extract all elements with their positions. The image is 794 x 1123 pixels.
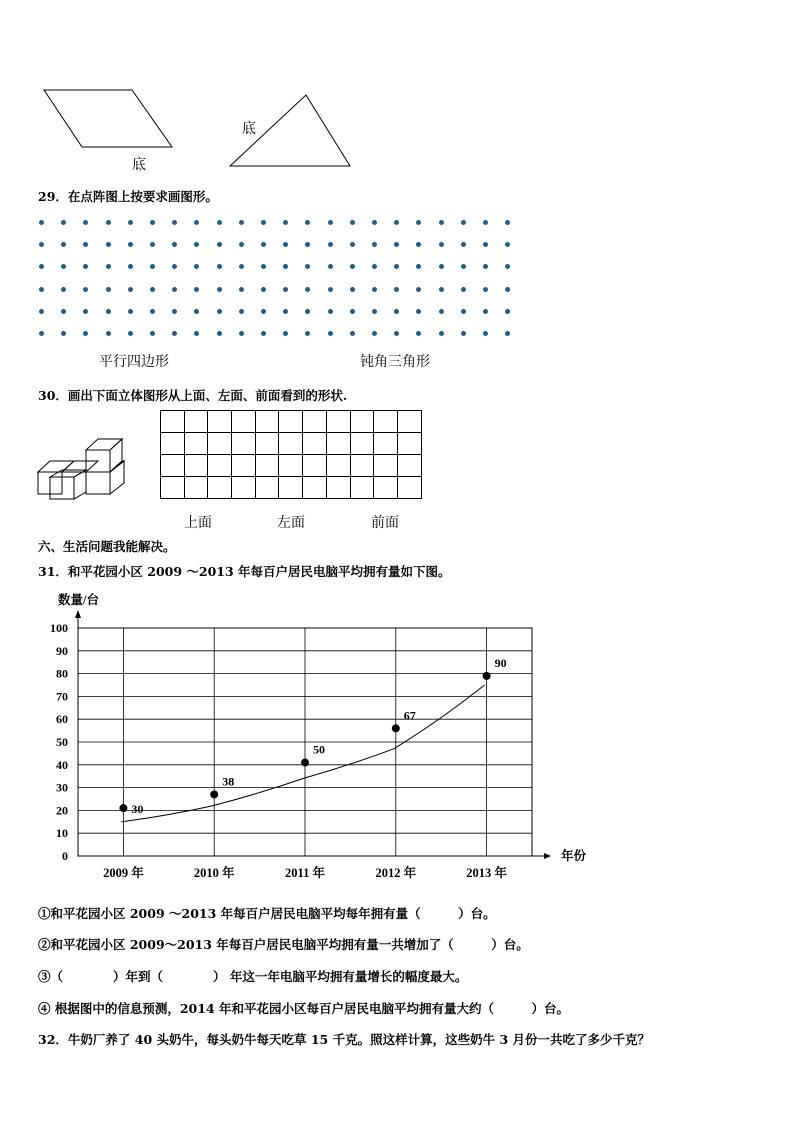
grid-dot[interactable] bbox=[305, 242, 310, 247]
grid-cell[interactable] bbox=[374, 411, 398, 433]
triangle-base-label: 底 bbox=[242, 121, 256, 137]
grid-dot[interactable] bbox=[283, 242, 288, 247]
grid-dot[interactable] bbox=[439, 264, 444, 269]
question-31-sub-3: ③（ ）年到（ ） 年这一年电脑平均拥有量增长的幅度最大。 bbox=[38, 969, 468, 984]
grid-dot[interactable] bbox=[372, 220, 377, 225]
grid-cell[interactable] bbox=[279, 455, 303, 477]
grid-cell[interactable] bbox=[255, 433, 279, 455]
cube-face bbox=[86, 472, 110, 494]
y-tick-label: 90 bbox=[56, 643, 68, 658]
grid-cell[interactable] bbox=[279, 433, 303, 455]
grid-cell[interactable] bbox=[161, 477, 185, 499]
grid-cell[interactable] bbox=[303, 411, 327, 433]
grid-dot[interactable] bbox=[239, 220, 244, 225]
y-tick-label: 50 bbox=[56, 735, 68, 749]
grid-dot[interactable] bbox=[106, 331, 111, 336]
grid-cell[interactable] bbox=[161, 411, 185, 433]
x-tick-label: 2009 年 bbox=[103, 866, 144, 880]
grid-dot[interactable] bbox=[83, 264, 88, 269]
data-label: 90 bbox=[494, 655, 507, 670]
grid-dot[interactable] bbox=[372, 264, 377, 269]
grid-dot[interactable] bbox=[39, 287, 44, 292]
data-point bbox=[119, 804, 127, 812]
grid-cell[interactable] bbox=[350, 477, 374, 499]
grid-dot[interactable] bbox=[83, 331, 88, 336]
y-tick-label: 10 bbox=[56, 826, 68, 841]
grid-dot[interactable] bbox=[283, 220, 288, 225]
grid-dot[interactable] bbox=[106, 264, 111, 269]
grid-dot[interactable] bbox=[461, 331, 466, 336]
grid-dot[interactable] bbox=[83, 309, 88, 314]
grid-dot[interactable] bbox=[505, 331, 510, 336]
view-label-top: 上面 bbox=[184, 515, 212, 531]
y-axis-title: 数量/台 bbox=[58, 593, 99, 607]
y-tick-label: 20 bbox=[56, 803, 68, 818]
grid-dot[interactable] bbox=[416, 287, 421, 292]
data-label: 67 bbox=[403, 708, 416, 723]
grid-dot[interactable] bbox=[172, 220, 177, 225]
grid-dot[interactable] bbox=[39, 331, 44, 336]
grid-dot[interactable] bbox=[350, 242, 355, 247]
cube-stack-figure bbox=[36, 430, 130, 500]
grid-dot[interactable] bbox=[394, 220, 399, 225]
grid-dot[interactable] bbox=[106, 220, 111, 225]
grid-dot[interactable] bbox=[61, 331, 66, 336]
grid-dot[interactable] bbox=[217, 331, 222, 336]
grid-cell[interactable] bbox=[279, 411, 303, 433]
x-tick-label: 2011 年 bbox=[285, 866, 325, 880]
grid-dot[interactable] bbox=[217, 264, 222, 269]
grid-dot[interactable] bbox=[217, 220, 222, 225]
grid-dot[interactable] bbox=[439, 220, 444, 225]
grid-cell[interactable] bbox=[279, 477, 303, 499]
grid-dot[interactable] bbox=[283, 264, 288, 269]
grid-dot[interactable] bbox=[350, 220, 355, 225]
cube-face bbox=[74, 470, 86, 499]
question-31-sub-4: ④ 根据图中的信息预测，2014 年和平花园小区每百户居民电脑平均拥有量大约（ ）台。 bbox=[38, 1001, 569, 1016]
grid-cell[interactable] bbox=[184, 477, 208, 499]
grid-dot[interactable] bbox=[150, 264, 155, 269]
grid-dot[interactable] bbox=[39, 264, 44, 269]
data-point bbox=[483, 672, 491, 680]
grid-dot[interactable] bbox=[483, 242, 488, 247]
grid-cell[interactable] bbox=[184, 455, 208, 477]
grid-dot[interactable] bbox=[328, 264, 333, 269]
grid-cell[interactable] bbox=[350, 411, 374, 433]
grid-dot[interactable] bbox=[461, 242, 466, 247]
grid-dot[interactable] bbox=[372, 287, 377, 292]
grid-dot[interactable] bbox=[283, 331, 288, 336]
data-label: 50 bbox=[313, 742, 325, 757]
view-label-left: 左面 bbox=[277, 515, 305, 531]
data-point bbox=[392, 724, 400, 732]
question-29-prompt: 29．在点阵图上按要求画图形。 bbox=[38, 189, 218, 204]
grid-dot[interactable] bbox=[61, 309, 66, 314]
grid-dot[interactable] bbox=[505, 220, 510, 225]
grid-dot[interactable] bbox=[194, 242, 199, 247]
grid-dot[interactable] bbox=[394, 309, 399, 314]
data-point bbox=[301, 759, 309, 767]
grid-cell[interactable] bbox=[326, 477, 350, 499]
grid-dot[interactable] bbox=[106, 287, 111, 292]
grid-dot[interactable] bbox=[128, 264, 133, 269]
view-label-front: 前面 bbox=[371, 515, 399, 531]
grid-dot[interactable] bbox=[305, 264, 310, 269]
grid-cell[interactable] bbox=[326, 411, 350, 433]
grid-dot[interactable] bbox=[461, 287, 466, 292]
grid-cell[interactable] bbox=[161, 455, 185, 477]
x-tick-label: 2013 年 bbox=[466, 866, 507, 880]
grid-dot[interactable] bbox=[416, 242, 421, 247]
grid-dot[interactable] bbox=[328, 309, 333, 314]
grid-cell[interactable] bbox=[326, 433, 350, 455]
grid-dot[interactable] bbox=[416, 309, 421, 314]
parallelogram-label: 平行四边形 bbox=[99, 354, 169, 370]
grid-cell[interactable] bbox=[255, 477, 279, 499]
grid-dot[interactable] bbox=[194, 309, 199, 314]
section-6-title: 六、生活问题我能解决。 bbox=[38, 539, 176, 554]
grid-cell[interactable] bbox=[397, 455, 421, 477]
grid-dot[interactable] bbox=[483, 309, 488, 314]
grid-cell[interactable] bbox=[208, 433, 232, 455]
grid-dot[interactable] bbox=[350, 309, 355, 314]
grid-cell[interactable] bbox=[326, 455, 350, 477]
grid-cell[interactable] bbox=[184, 411, 208, 433]
grid-dot[interactable] bbox=[239, 309, 244, 314]
grid-dot[interactable] bbox=[150, 242, 155, 247]
grid-dot[interactable] bbox=[483, 287, 488, 292]
grid-cell[interactable] bbox=[208, 477, 232, 499]
grid-dot[interactable] bbox=[239, 287, 244, 292]
grid-dot[interactable] bbox=[372, 309, 377, 314]
grid-dot[interactable] bbox=[239, 242, 244, 247]
grid-cell[interactable] bbox=[350, 433, 374, 455]
grid-dot[interactable] bbox=[416, 220, 421, 225]
grid-dot[interactable] bbox=[439, 331, 444, 336]
grid-dot[interactable] bbox=[150, 287, 155, 292]
x-tick-label: 2012 年 bbox=[375, 866, 417, 880]
grid-cell[interactable] bbox=[232, 433, 256, 455]
grid-dot[interactable] bbox=[261, 331, 266, 336]
y-tick-label: 30 bbox=[56, 780, 68, 795]
grid-dot[interactable] bbox=[106, 309, 111, 314]
grid-dot[interactable] bbox=[61, 220, 66, 225]
grid-dot[interactable] bbox=[172, 309, 177, 314]
y-tick-label: 40 bbox=[56, 757, 68, 772]
y-axis-arrow bbox=[75, 610, 81, 618]
grid-dot[interactable] bbox=[172, 331, 177, 336]
grid-dot[interactable] bbox=[305, 331, 310, 336]
grid-cell[interactable] bbox=[397, 477, 421, 499]
y-tick-label: 80 bbox=[56, 666, 68, 681]
grid-dot[interactable] bbox=[328, 287, 333, 292]
grid-dot[interactable] bbox=[239, 331, 244, 336]
grid-dot[interactable] bbox=[261, 264, 266, 269]
obtuse-triangle-label: 钝角三角形 bbox=[360, 354, 430, 370]
grid-dot[interactable] bbox=[283, 287, 288, 292]
grid-dot[interactable] bbox=[483, 331, 488, 336]
grid-dot[interactable] bbox=[394, 331, 399, 336]
grid-dot[interactable] bbox=[505, 287, 510, 292]
grid-cell[interactable] bbox=[184, 433, 208, 455]
grid-dot[interactable] bbox=[239, 264, 244, 269]
grid-dot[interactable] bbox=[261, 220, 266, 225]
grid-dot[interactable] bbox=[439, 242, 444, 247]
grid-dot[interactable] bbox=[505, 264, 510, 269]
grid-dot[interactable] bbox=[394, 264, 399, 269]
grid-dot[interactable] bbox=[150, 309, 155, 314]
x-axis-title: 年份 bbox=[561, 849, 587, 863]
grid-dot[interactable] bbox=[194, 331, 199, 336]
grid-dot[interactable] bbox=[394, 287, 399, 292]
grid-dot[interactable] bbox=[150, 220, 155, 225]
grid-dot[interactable] bbox=[128, 220, 133, 225]
trend-line bbox=[121, 685, 484, 822]
grid-cell[interactable] bbox=[208, 455, 232, 477]
line-chart bbox=[0, 585, 620, 890]
drawing-grid[interactable] bbox=[160, 410, 422, 499]
grid-dot[interactable] bbox=[461, 220, 466, 225]
grid-cell[interactable] bbox=[232, 455, 256, 477]
grid-dot[interactable] bbox=[39, 309, 44, 314]
grid-dot[interactable] bbox=[217, 287, 222, 292]
grid-cell[interactable] bbox=[255, 411, 279, 433]
grid-dot[interactable] bbox=[83, 287, 88, 292]
question-31-sub-2: ②和平花园小区 2009～2013 年每百户居民电脑平均拥有量一共增加了（ ）台。 bbox=[38, 937, 529, 952]
grid-dot[interactable] bbox=[439, 287, 444, 292]
grid-dot[interactable] bbox=[416, 264, 421, 269]
grid-cell[interactable] bbox=[374, 433, 398, 455]
grid-dot[interactable] bbox=[128, 287, 133, 292]
y-tick-label: 60 bbox=[56, 712, 68, 727]
grid-dot[interactable] bbox=[483, 264, 488, 269]
grid-dot[interactable] bbox=[350, 331, 355, 336]
grid-dot[interactable] bbox=[461, 264, 466, 269]
grid-dot[interactable] bbox=[416, 331, 421, 336]
data-point bbox=[210, 790, 218, 798]
parallelogram-base-label: 底 bbox=[132, 157, 146, 173]
grid-cell[interactable] bbox=[232, 411, 256, 433]
grid-dot[interactable] bbox=[439, 309, 444, 314]
grid-dot[interactable] bbox=[217, 242, 222, 247]
grid-dot[interactable] bbox=[39, 220, 44, 225]
grid-dot[interactable] bbox=[172, 242, 177, 247]
grid-dot[interactable] bbox=[372, 242, 377, 247]
x-axis-arrow bbox=[544, 853, 551, 859]
grid-dot[interactable] bbox=[61, 264, 66, 269]
grid-dot[interactable] bbox=[61, 287, 66, 292]
grid-dot[interactable] bbox=[172, 264, 177, 269]
grid-dot[interactable] bbox=[128, 242, 133, 247]
grid-dot[interactable] bbox=[394, 242, 399, 247]
grid-cell[interactable] bbox=[208, 411, 232, 433]
grid-cell[interactable] bbox=[397, 433, 421, 455]
grid-dot[interactable] bbox=[261, 309, 266, 314]
grid-dot[interactable] bbox=[350, 287, 355, 292]
grid-cell[interactable] bbox=[232, 477, 256, 499]
grid-dot[interactable] bbox=[283, 309, 288, 314]
grid-dot[interactable] bbox=[172, 287, 177, 292]
grid-dot[interactable] bbox=[505, 242, 510, 247]
grid-dot[interactable] bbox=[305, 220, 310, 225]
grid-dot[interactable] bbox=[83, 220, 88, 225]
grid-dot[interactable] bbox=[328, 220, 333, 225]
question-31-prompt: 31．和平花园小区 2009 ～2013 年每百户居民电脑平均拥有量如下图。 bbox=[38, 564, 451, 579]
grid-dot[interactable] bbox=[505, 309, 510, 314]
grid-dot[interactable] bbox=[194, 220, 199, 225]
y-tick-label: 70 bbox=[56, 689, 68, 704]
grid-dot[interactable] bbox=[128, 309, 133, 314]
y-tick-label: 0 bbox=[62, 849, 68, 863]
grid-dot[interactable] bbox=[305, 287, 310, 292]
grid-cell[interactable] bbox=[303, 477, 327, 499]
question-32-prompt: 32．牛奶厂养了 40 头奶牛，每头奶牛每天吃草 15 千克。照这样计算，这些奶牛 3 月份一共吃了多少千克？ bbox=[38, 1032, 650, 1047]
grid-dot[interactable] bbox=[328, 331, 333, 336]
grid-dot[interactable] bbox=[106, 242, 111, 247]
grid-dot[interactable] bbox=[194, 264, 199, 269]
grid-dot[interactable] bbox=[194, 287, 199, 292]
grid-dot[interactable] bbox=[150, 331, 155, 336]
grid-dot[interactable] bbox=[128, 331, 133, 336]
grid-cell[interactable] bbox=[374, 455, 398, 477]
x-tick-label: 2010 年 bbox=[193, 866, 235, 880]
cube-face bbox=[110, 461, 124, 472]
grid-dot[interactable] bbox=[261, 242, 266, 247]
grid-dot[interactable] bbox=[261, 287, 266, 292]
grid-dot[interactable] bbox=[350, 264, 355, 269]
grid-dot[interactable] bbox=[328, 242, 333, 247]
y-tick-label: 100 bbox=[50, 621, 68, 635]
grid-dot[interactable] bbox=[461, 309, 466, 314]
grid-dot[interactable] bbox=[217, 309, 222, 314]
grid-cell[interactable] bbox=[161, 433, 185, 455]
grid-dot[interactable] bbox=[39, 242, 44, 247]
grid-cell[interactable] bbox=[303, 433, 327, 455]
grid-dot[interactable] bbox=[305, 309, 310, 314]
question-30-prompt: 30．画出下面立体图形从上面、左面、前面看到的形状. bbox=[38, 388, 348, 403]
question-31-sub-1: ①和平花园小区 2009 ～2013 年每百户居民电脑平均每年拥有量（ ）台。 bbox=[38, 906, 496, 921]
grid-cell[interactable] bbox=[350, 455, 374, 477]
grid-cell[interactable] bbox=[374, 477, 398, 499]
grid-dot[interactable] bbox=[483, 220, 488, 225]
data-label: 38 bbox=[222, 774, 235, 789]
grid-dot[interactable] bbox=[372, 331, 377, 336]
grid-cell[interactable] bbox=[303, 455, 327, 477]
grid-cell[interactable] bbox=[255, 455, 279, 477]
grid-dot[interactable] bbox=[83, 242, 88, 247]
data-label: 30 bbox=[131, 802, 144, 817]
grid-dot[interactable] bbox=[61, 242, 66, 247]
grid-cell[interactable] bbox=[397, 411, 421, 433]
